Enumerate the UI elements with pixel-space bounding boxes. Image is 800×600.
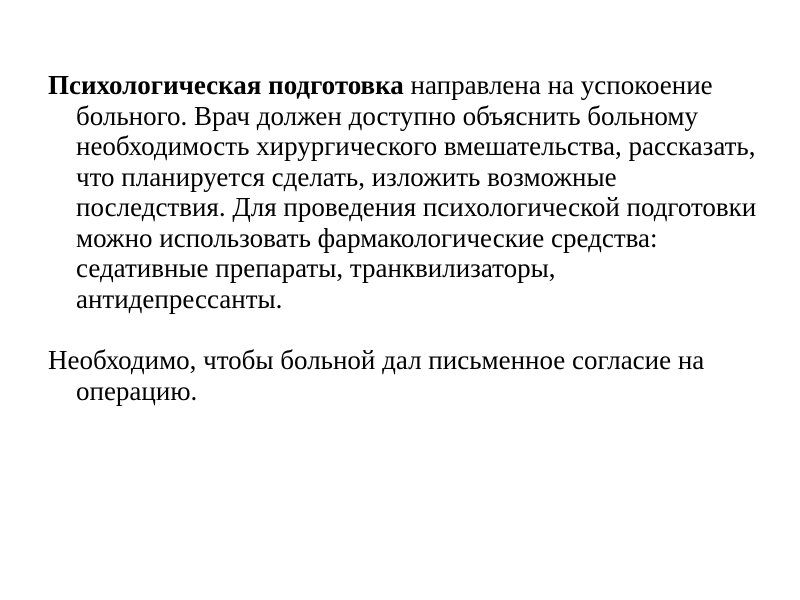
paragraph-psychological-preparation xyxy=(48,70,768,314)
paragraph-text: направлена на успокоение больного. Врач должен доступно объяснить больному необходимость хирургического вмешательства, рассказать, что планируется сделать, изложить возможные последствия. Для проведения психологической подготовки можно использовать фармакологические средства: седативные препараты, транквилизаторы, антидепрессанты. xyxy=(76,70,757,314)
paragraph-lead-term: Психологическая подготовка xyxy=(48,70,404,100)
slide-content xyxy=(48,70,768,406)
paragraph-text: Необходимо, чтобы больной дал письменное согласие на операцию. xyxy=(48,345,705,406)
paragraph-written-consent xyxy=(48,345,768,406)
